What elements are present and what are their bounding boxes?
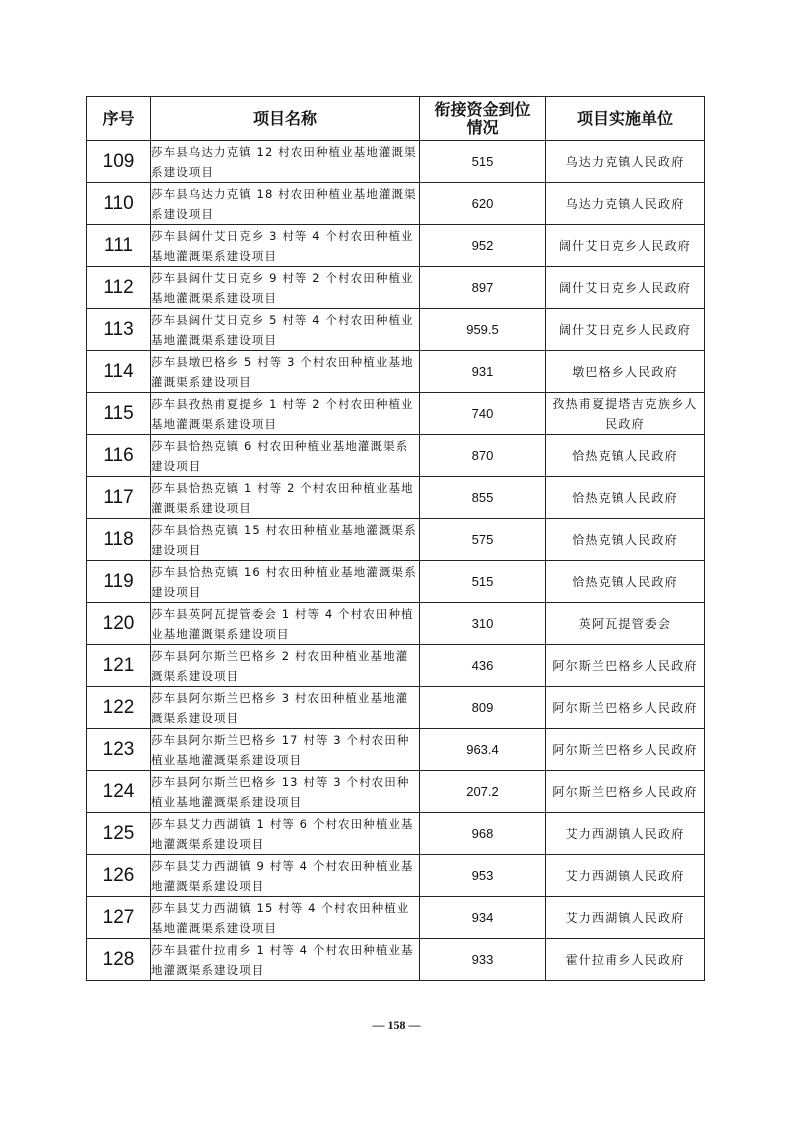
row-funds: 515 <box>420 561 546 603</box>
row-funds: 952 <box>420 225 546 267</box>
table-row <box>87 603 705 645</box>
row-funds: 897 <box>420 267 546 309</box>
row-implementing-unit: 孜热甫夏提塔吉克族乡人民政府 <box>546 393 705 435</box>
row-implementing-unit: 恰热克镇人民政府 <box>546 477 705 519</box>
row-implementing-unit: 恰热克镇人民政府 <box>546 561 705 603</box>
table-row <box>87 351 705 393</box>
row-funds: 933 <box>420 939 546 981</box>
row-funds: 953 <box>420 855 546 897</box>
table-row <box>87 813 705 855</box>
row-project-name: 莎车县乌达力克镇 18 村农田种植业基地灌溉渠系建设项目 <box>151 183 420 225</box>
table-row <box>87 897 705 939</box>
table-header-row <box>87 97 705 141</box>
row-implementing-unit: 墩巴格乡人民政府 <box>546 351 705 393</box>
row-project-name: 莎车县阔什艾日克乡 9 村等 2 个村农田种植业基地灌溉渠系建设项目 <box>151 267 420 309</box>
row-implementing-unit: 乌达力克镇人民政府 <box>546 141 705 183</box>
row-index: 125 <box>87 813 151 855</box>
row-funds: 931 <box>420 351 546 393</box>
table-row <box>87 393 705 435</box>
row-funds: 968 <box>420 813 546 855</box>
row-index: 117 <box>87 477 151 519</box>
header-implementing-unit: 项目实施单位 <box>546 97 705 141</box>
row-implementing-unit: 阔什艾日克乡人民政府 <box>546 225 705 267</box>
table-row <box>87 267 705 309</box>
row-funds: 620 <box>420 183 546 225</box>
row-project-name: 莎车县霍什拉甫乡 1 村等 4 个村农田种植业基地灌溉渠系建设项目 <box>151 939 420 981</box>
table-row <box>87 645 705 687</box>
row-project-name: 莎车县恰热克镇 15 村农田种植业基地灌溉渠系建设项目 <box>151 519 420 561</box>
row-funds: 963.4 <box>420 729 546 771</box>
row-funds: 575 <box>420 519 546 561</box>
row-implementing-unit: 阿尔斯兰巴格乡人民政府 <box>546 771 705 813</box>
row-index: 118 <box>87 519 151 561</box>
row-index: 127 <box>87 897 151 939</box>
row-funds: 310 <box>420 603 546 645</box>
table-row <box>87 435 705 477</box>
row-implementing-unit: 阿尔斯兰巴格乡人民政府 <box>546 729 705 771</box>
row-index: 120 <box>87 603 151 645</box>
row-project-name: 莎车县恰热克镇 6 村农田种植业基地灌溉渠系建设项目 <box>151 435 420 477</box>
row-implementing-unit: 阿尔斯兰巴格乡人民政府 <box>546 687 705 729</box>
table-row <box>87 183 705 225</box>
row-index: 112 <box>87 267 151 309</box>
header-funds-status: 衔接资金到位情况 <box>420 97 546 141</box>
table-row <box>87 519 705 561</box>
row-implementing-unit: 霍什拉甫乡人民政府 <box>546 939 705 981</box>
row-implementing-unit: 艾力西湖镇人民政府 <box>546 813 705 855</box>
table-row <box>87 309 705 351</box>
row-implementing-unit: 乌达力克镇人民政府 <box>546 183 705 225</box>
row-project-name: 莎车县英阿瓦提管委会 1 村等 4 个村农田种植业基地灌溉渠系建设项目 <box>151 603 420 645</box>
row-index: 114 <box>87 351 151 393</box>
row-project-name: 莎车县墩巴格乡 5 村等 3 个村农田种植业基地灌溉渠系建设项目 <box>151 351 420 393</box>
row-funds: 515 <box>420 141 546 183</box>
page-number: — 158 — <box>372 1018 421 1032</box>
table-row <box>87 855 705 897</box>
row-project-name: 莎车县艾力西湖镇 15 村等 4 个村农田种植业基地灌溉渠系建设项目 <box>151 897 420 939</box>
row-project-name: 莎车县阿尔斯兰巴格乡 13 村等 3 个村农田种植业基地灌溉渠系建设项目 <box>151 771 420 813</box>
row-implementing-unit: 阔什艾日克乡人民政府 <box>546 267 705 309</box>
row-project-name: 莎车县阿尔斯兰巴格乡 2 村农田种植业基地灌溉渠系建设项目 <box>151 645 420 687</box>
row-funds: 809 <box>420 687 546 729</box>
table-row <box>87 225 705 267</box>
row-implementing-unit: 艾力西湖镇人民政府 <box>546 897 705 939</box>
row-index: 119 <box>87 561 151 603</box>
row-index: 122 <box>87 687 151 729</box>
row-index: 121 <box>87 645 151 687</box>
project-funds-table <box>86 96 705 981</box>
header-project-name: 项目名称 <box>151 97 420 141</box>
row-project-name: 莎车县艾力西湖镇 9 村等 4 个村农田种植业基地灌溉渠系建设项目 <box>151 855 420 897</box>
row-project-name: 莎车县阿尔斯兰巴格乡 17 村等 3 个村农田种植业基地灌溉渠系建设项目 <box>151 729 420 771</box>
table-row <box>87 771 705 813</box>
row-funds: 436 <box>420 645 546 687</box>
row-index: 109 <box>87 141 151 183</box>
row-implementing-unit: 恰热克镇人民政府 <box>546 435 705 477</box>
row-project-name: 莎车县阔什艾日克乡 5 村等 4 个村农田种植业基地灌溉渠系建设项目 <box>151 309 420 351</box>
row-implementing-unit: 英阿瓦提管委会 <box>546 603 705 645</box>
row-funds: 870 <box>420 435 546 477</box>
row-project-name: 莎车县阿尔斯兰巴格乡 3 村农田种植业基地灌溉渠系建设项目 <box>151 687 420 729</box>
row-index: 116 <box>87 435 151 477</box>
row-implementing-unit: 艾力西湖镇人民政府 <box>546 855 705 897</box>
table-row <box>87 561 705 603</box>
row-project-name: 莎车县恰热克镇 16 村农田种植业基地灌溉渠系建设项目 <box>151 561 420 603</box>
row-implementing-unit: 阔什艾日克乡人民政府 <box>546 309 705 351</box>
row-funds: 959.5 <box>420 309 546 351</box>
header-index: 序号 <box>87 97 151 141</box>
row-index: 126 <box>87 855 151 897</box>
row-index: 110 <box>87 183 151 225</box>
row-implementing-unit: 恰热克镇人民政府 <box>546 519 705 561</box>
row-funds: 855 <box>420 477 546 519</box>
row-index: 115 <box>87 393 151 435</box>
row-index: 113 <box>87 309 151 351</box>
row-project-name: 莎车县恰热克镇 1 村等 2 个村农田种植业基地灌溉渠系建设项目 <box>151 477 420 519</box>
table-row <box>87 141 705 183</box>
row-index: 123 <box>87 729 151 771</box>
row-funds: 740 <box>420 393 546 435</box>
row-index: 124 <box>87 771 151 813</box>
row-index: 111 <box>87 225 151 267</box>
table-row <box>87 939 705 981</box>
table-row <box>87 729 705 771</box>
row-funds: 934 <box>420 897 546 939</box>
row-implementing-unit: 阿尔斯兰巴格乡人民政府 <box>546 645 705 687</box>
row-project-name: 莎车县阔什艾日克乡 3 村等 4 个村农田种植业基地灌溉渠系建设项目 <box>151 225 420 267</box>
row-funds: 207.2 <box>420 771 546 813</box>
table-row <box>87 687 705 729</box>
row-project-name: 莎车县孜热甫夏提乡 1 村等 2 个村农田种植业基地灌溉渠系建设项目 <box>151 393 420 435</box>
row-project-name: 莎车县乌达力克镇 12 村农田种植业基地灌溉渠系建设项目 <box>151 141 420 183</box>
row-project-name: 莎车县艾力西湖镇 1 村等 6 个村农田种植业基地灌溉渠系建设项目 <box>151 813 420 855</box>
row-index: 128 <box>87 939 151 981</box>
table-body <box>87 141 705 981</box>
table-row <box>87 477 705 519</box>
